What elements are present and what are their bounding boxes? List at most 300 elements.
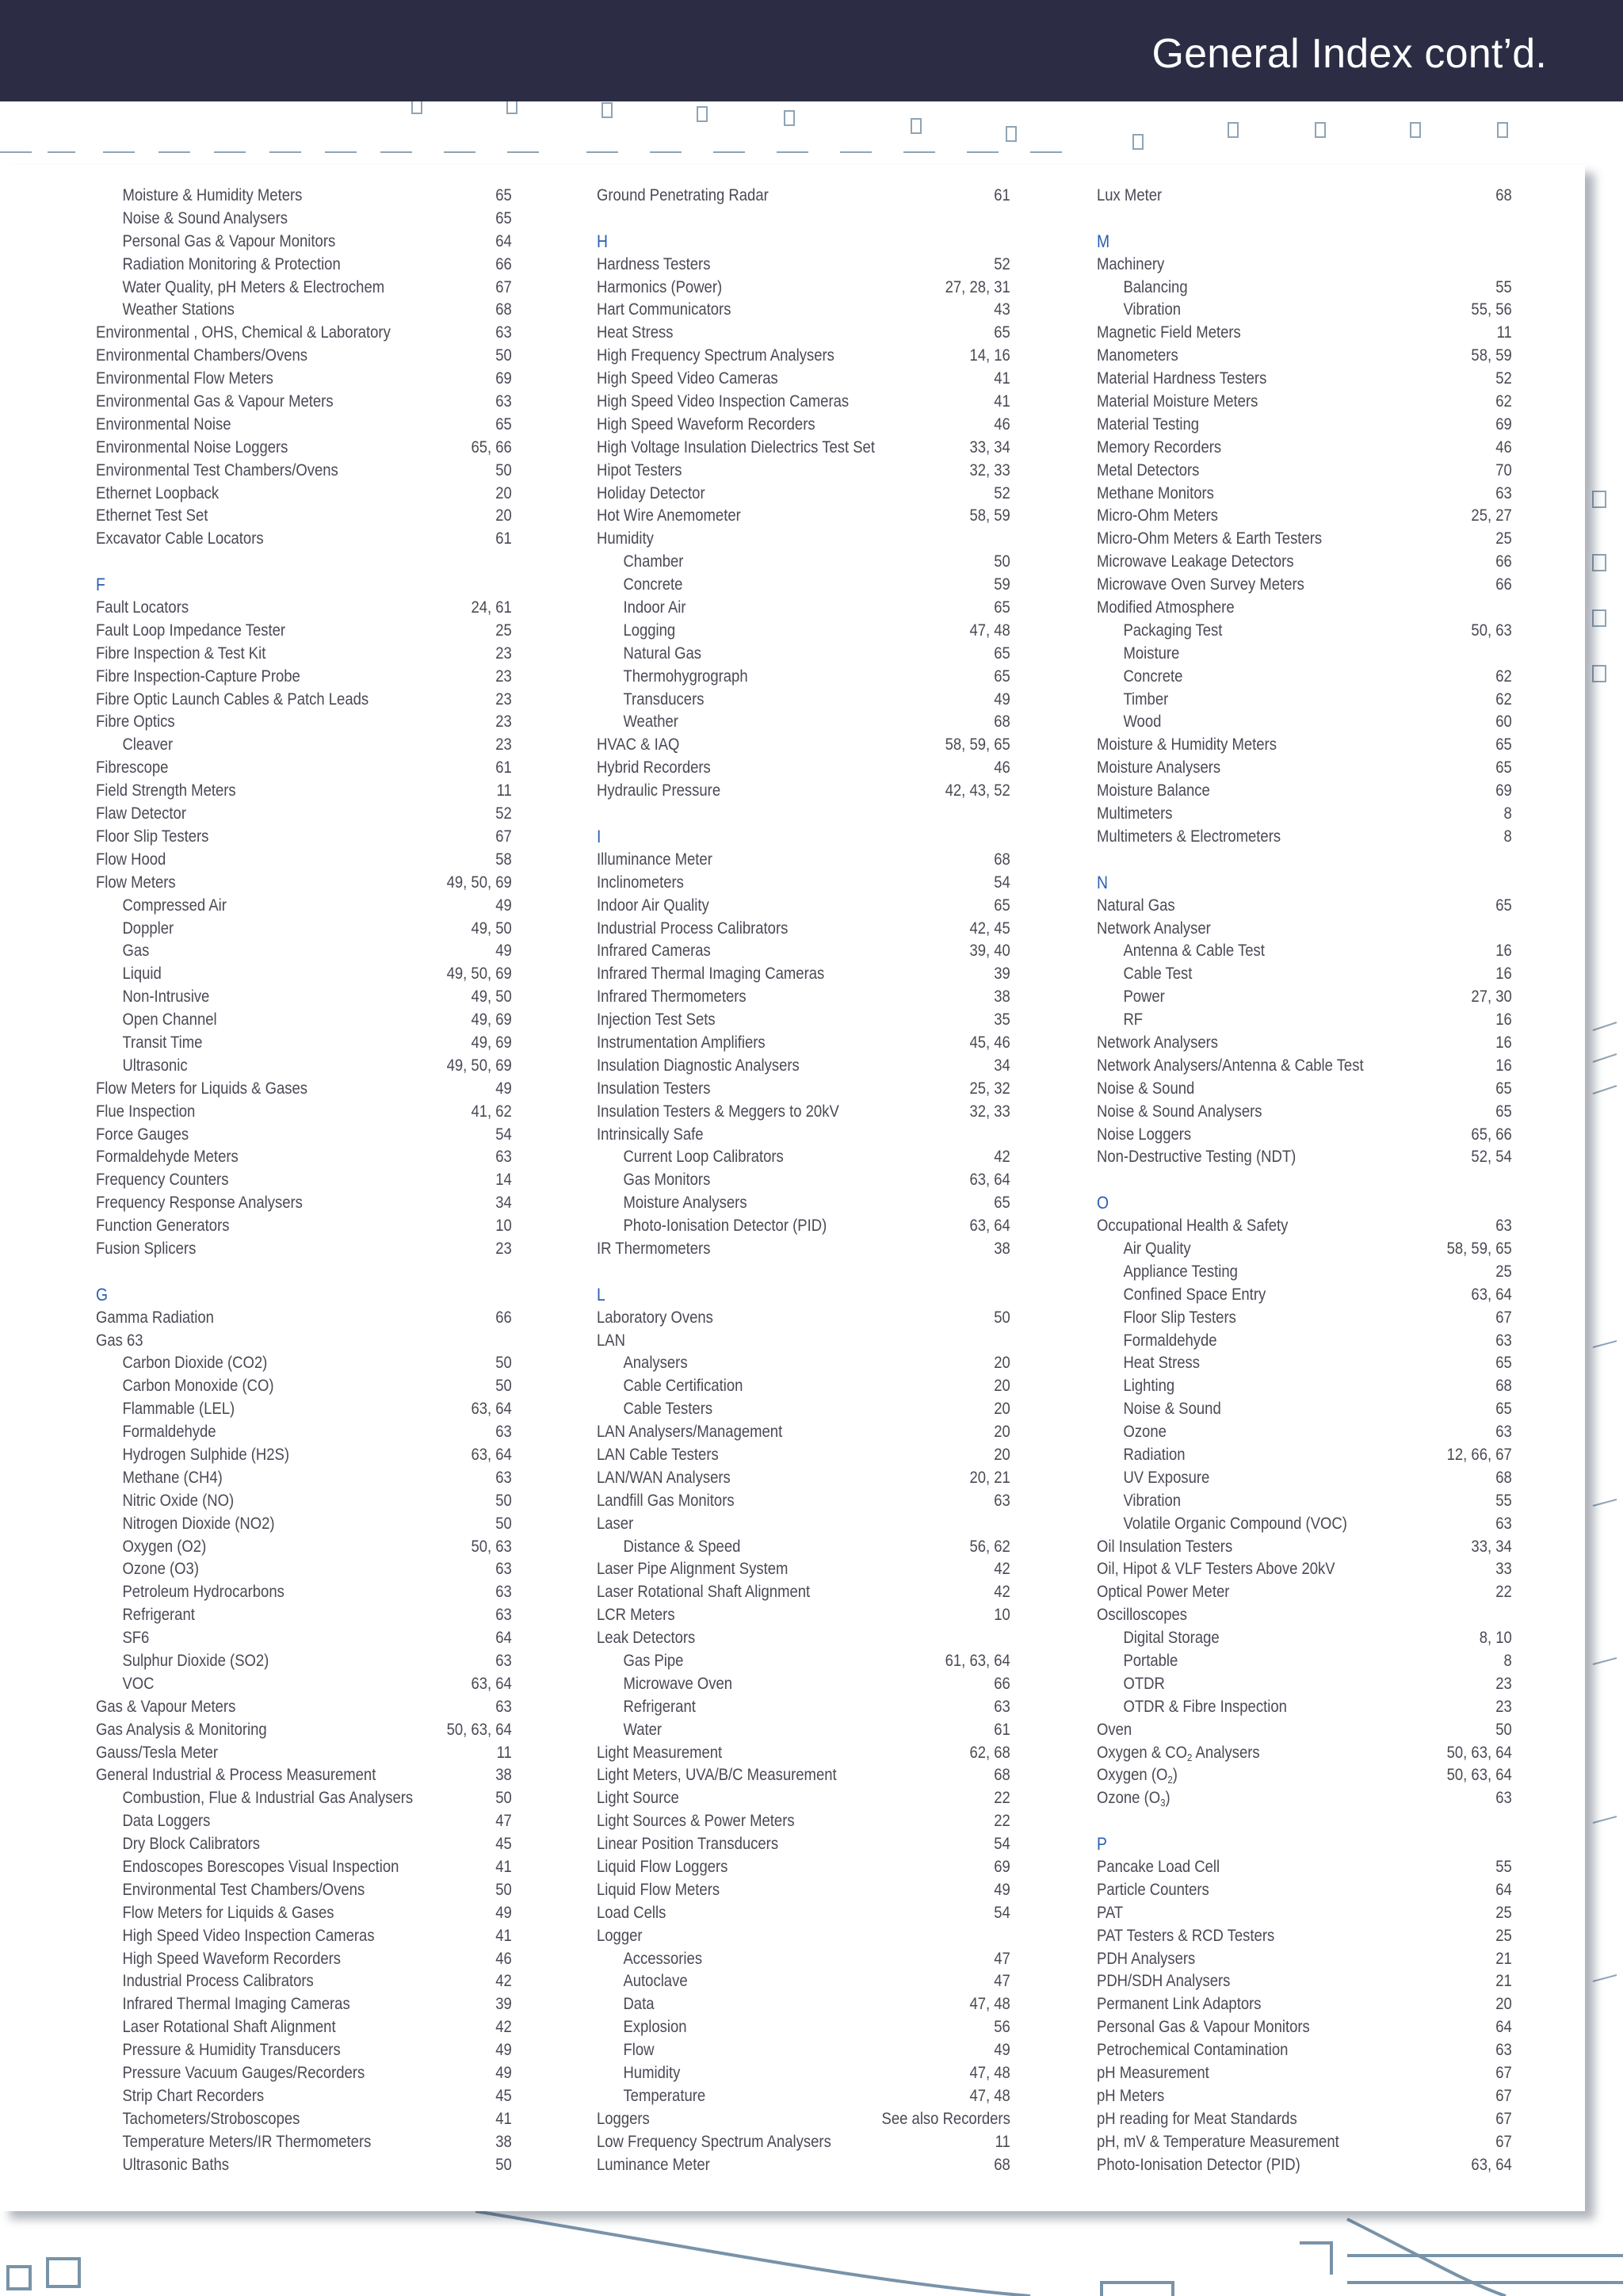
index-term: [597, 1240, 710, 1258]
index-entry: [1097, 597, 1512, 620]
index-term: [1097, 735, 1277, 754]
index-subentry: [597, 711, 1010, 734]
index-term-text: High Speed Waveform Recorders: [597, 415, 815, 434]
page-number: 34: [994, 1056, 1010, 1075]
page-number: 16: [1495, 1010, 1512, 1030]
index-term-text: Flaw Detector: [96, 804, 187, 823]
index-term-text: Function Generators: [96, 1217, 230, 1236]
index-subentry: [1097, 1352, 1512, 1375]
index-entry: [96, 1719, 512, 1742]
index-term: [96, 346, 307, 365]
page-number: 67: [1495, 2109, 1512, 2128]
page-number: 52: [1495, 369, 1512, 388]
index-subentry: [597, 689, 1010, 712]
index-subentry: [597, 1215, 1010, 1238]
page-number: 50, 63, 64: [1446, 1743, 1512, 1762]
page-number: 63, 64: [471, 1400, 512, 1419]
page-number: 63, 64: [471, 1674, 512, 1693]
page-number: 65: [1495, 1079, 1512, 1098]
index-subentry: [597, 1536, 1010, 1559]
index-term-text: LAN Analysers/Management: [597, 1423, 783, 1442]
index-letter-heading: [1097, 1833, 1512, 1856]
index-entry: [96, 414, 512, 437]
index-term-text: Micro-Ohm Meters: [1097, 506, 1218, 525]
index-term-text: Cable Testers: [623, 1400, 713, 1419]
page-number: 41: [495, 1858, 512, 1877]
index-subentry: [96, 1879, 512, 1902]
page-number: 20, 21: [969, 1468, 1010, 1487]
index-subentry: [1097, 940, 1512, 963]
index-subentry: [96, 208, 512, 231]
header-bar: [0, 0, 1623, 101]
index-term: [597, 1858, 727, 1876]
index-entry: [1097, 2039, 1512, 2062]
page-number: 65, 66: [471, 437, 512, 457]
index-term-text: Tachometers/Stroboscopes: [122, 2109, 300, 2128]
index-term-text: Fibrescope: [96, 758, 169, 777]
page-number: 49: [994, 1880, 1010, 1899]
page-number: 47, 48: [969, 1995, 1010, 2014]
page-number: 63: [495, 1652, 512, 1670]
index-subentry: [1097, 1513, 1512, 1536]
index-term-text: Humidity: [597, 529, 654, 548]
index-term: [1097, 827, 1281, 846]
index-term-text: General Industrial & Process Measurement: [96, 1766, 376, 1785]
index-term: [1097, 1515, 1347, 1533]
index-term-text: Oven: [1097, 1720, 1132, 1739]
page-number: 65: [495, 186, 512, 204]
page-number: 56: [994, 2018, 1010, 2037]
index-term: [1097, 1469, 1209, 1487]
page-number: 63: [495, 1560, 512, 1579]
index-term-text: Accessories: [623, 1949, 703, 1968]
index-term-text: Hart Communicators: [597, 300, 731, 319]
index-term: [1097, 2087, 1164, 2105]
index-term: [1097, 1423, 1167, 1441]
index-term: [1097, 1010, 1143, 1029]
index-entry: [597, 1055, 1010, 1078]
index-term: [597, 1285, 605, 1305]
index-entry: [1097, 803, 1512, 826]
index-entry: [597, 2108, 1010, 2131]
index-term-text: Laboratory Ovens: [597, 1308, 713, 1327]
page-number: 50: [495, 1377, 512, 1396]
index-term: [597, 392, 849, 411]
page-number: 63: [1495, 1331, 1512, 1350]
page-number: 64: [1495, 1880, 1512, 1899]
page-number: 65: [1495, 735, 1512, 755]
page-number: 65: [994, 896, 1010, 915]
page-number: 65: [994, 667, 1010, 686]
page-number: 38: [495, 1766, 512, 1785]
page-number: 64: [1495, 2018, 1512, 2037]
index-term: [96, 1056, 188, 1075]
index-term: [96, 942, 149, 960]
index-subentry: [96, 185, 512, 208]
index-entry: [597, 1467, 1010, 1490]
index-term-text: Environmental , OHS, Chemical & Laboratory: [96, 323, 391, 342]
index-term-text: Loggers: [597, 2109, 650, 2128]
index-term: [597, 186, 769, 204]
index-entry: [1097, 391, 1512, 414]
page-number: 65: [994, 598, 1010, 617]
index-entry: [1097, 505, 1512, 528]
page-number: 55, 56: [1471, 300, 1512, 319]
index-subentry: [96, 734, 512, 757]
index-term: [96, 2018, 336, 2036]
index-term: [96, 2156, 229, 2174]
index-term-text: Digital Storage: [1123, 1629, 1220, 1648]
page-number: 69: [495, 369, 512, 388]
index-entry: [96, 1330, 512, 1353]
page-number: 21: [1495, 1972, 1512, 1991]
page-number: 11: [995, 2132, 1010, 2151]
index-term: [96, 1377, 273, 1395]
index-term-text: Material Moisture Meters: [1097, 392, 1258, 411]
page-number: 66: [495, 254, 512, 273]
index-subentry: [597, 1650, 1010, 1673]
index-term: [96, 1812, 210, 1830]
index-term-text: Insulation Diagnostic Analysers: [597, 1056, 800, 1075]
page-number: See also Recorders: [881, 2109, 1010, 2128]
index-term-text: PDH Analysers: [1097, 1949, 1196, 1968]
page-number: 63: [1495, 2041, 1512, 2060]
index-term: [1097, 1286, 1266, 1304]
page-number: 55: [1495, 277, 1512, 296]
index-term-text: Analysers: [623, 1354, 688, 1373]
index-term-text: Pressure Vacuum Gauges/Recorders: [122, 2064, 365, 2083]
index-entry: [1097, 895, 1512, 918]
index-subentry: [1097, 1696, 1512, 1719]
index-term-text: Infrared Cameras: [597, 942, 711, 961]
index-entry: [1097, 1604, 1512, 1627]
index-subentry: [1097, 1009, 1512, 1032]
index-subentry: [1097, 299, 1512, 322]
page-number: 47, 48: [969, 621, 1010, 640]
index-term-text: High Speed Video Inspection Cameras: [122, 1926, 375, 1945]
page-number: 49, 50: [471, 919, 512, 938]
index-entry: [597, 437, 1010, 460]
index-term-text: PAT Testers & RCD Testers: [1097, 1926, 1275, 1945]
index-term-text-tail: ): [1165, 1789, 1170, 1808]
index-subentry: [1097, 711, 1512, 734]
index-term-text: Transit Time: [122, 1033, 203, 1052]
index-entry: [96, 437, 512, 460]
index-subentry: [96, 1558, 512, 1581]
index-term-text: Combustion, Flue & Industrial Gas Analysers: [122, 1789, 414, 1808]
page-number: 41: [495, 1926, 512, 1945]
index-subentry: [1097, 666, 1512, 689]
index-entry: [597, 1124, 1010, 1147]
index-term: [1097, 415, 1199, 434]
index-entry: [597, 2131, 1010, 2154]
page-number: 21: [1495, 1949, 1512, 1968]
index-subentry: [96, 1604, 512, 1627]
index-term: [597, 552, 683, 571]
index-entry: [1097, 368, 1512, 391]
index-term: [597, 1904, 666, 1922]
index-term: [1097, 1377, 1174, 1395]
page-number: 63: [1495, 483, 1512, 502]
page-number: 14: [495, 1171, 512, 1190]
index-term-text: Noise & Sound: [1097, 1079, 1195, 1098]
index-term-text: Harmonics (Power): [597, 277, 723, 296]
index-term: [597, 942, 711, 960]
index-term-text: Temperature Meters/IR Thermometers: [122, 2132, 372, 2151]
index-term-text: Fibre Optic Launch Cables & Patch Leads: [96, 690, 369, 709]
page-number: 63: [495, 1606, 512, 1625]
index-term-text: Water: [623, 1720, 663, 1739]
page-number: 63: [495, 1583, 512, 1602]
index-term: [1097, 667, 1182, 686]
index-term: [1097, 1331, 1217, 1350]
index-term: [597, 1148, 784, 1166]
index-entry: [597, 918, 1010, 941]
page-number: 50: [495, 346, 512, 365]
index-term: [597, 2087, 705, 2105]
index-term-text: Noise Loggers: [1097, 1125, 1192, 1144]
page-number: 66: [495, 1308, 512, 1327]
index-entry: [96, 1696, 512, 1719]
index-term: [597, 1492, 735, 1510]
index-term-text: Flow Meters: [96, 873, 176, 892]
index-term-text: Endoscopes Borescopes Visual Inspection: [122, 1858, 399, 1877]
index-term: [597, 712, 678, 731]
index-term-text: Air Quality: [1123, 1239, 1191, 1258]
index-term-text: Photo-Ionisation Detector (PID): [623, 1217, 827, 1236]
index-term-text: LAN Cable Testers: [597, 1445, 719, 1464]
page-number: 41, 62: [471, 1102, 512, 1121]
index-term-text: Load Cells: [597, 1903, 666, 1922]
index-term-text: Environmental Gas & Vapour Meters: [96, 392, 334, 411]
index-term: [597, 461, 682, 479]
index-term-text: Strip Chart Recorders: [122, 2086, 265, 2105]
index-subentry: [1097, 689, 1512, 712]
page-number: 32, 33: [969, 1102, 1010, 1121]
index-term-text: pH Measurement: [1097, 2064, 1209, 2083]
index-subentry: [96, 940, 512, 963]
index-term-text: Compressed Air: [122, 896, 227, 915]
page-number: 65: [1495, 1400, 1512, 1419]
index-term-text: Formaldehyde: [1123, 1331, 1217, 1350]
index-term-text: Industrial Process Calibrators: [597, 919, 789, 938]
index-term: [96, 1560, 199, 1578]
index-term: [1097, 2018, 1310, 2036]
index-term: [597, 1125, 704, 1144]
index-term-text: Ozone: [1123, 1423, 1167, 1442]
index-term: [1097, 873, 1108, 892]
index-term: [597, 2064, 680, 2082]
page-number: 62: [1495, 690, 1512, 709]
index-term: [1097, 369, 1266, 388]
index-term: [96, 1469, 223, 1487]
index-entry: [597, 1879, 1010, 1902]
page-number: 10: [994, 1606, 1010, 1625]
index-term-text: Environmental Test Chambers/Ovens: [96, 460, 338, 479]
index-term: [1097, 2110, 1297, 2128]
page-number: 42: [994, 1148, 1010, 1167]
index-term-text: Fibre Inspection-Capture Probe: [96, 667, 300, 686]
index-term-text: Liquid Flow Meters: [597, 1880, 720, 1899]
page-number: 62, 68: [969, 1743, 1010, 1762]
index-term-text: Concrete: [623, 575, 683, 594]
index-term: [597, 2110, 650, 2128]
index-subentry: [96, 1970, 512, 1993]
page-number: 8: [1503, 804, 1512, 823]
index-term-text: Natural Gas: [1097, 896, 1175, 915]
index-term: [597, 2041, 654, 2059]
index-term: [1097, 529, 1322, 548]
index-entry: [597, 254, 1010, 277]
index-entry: [96, 872, 512, 895]
index-entry: [597, 1581, 1010, 1604]
index-term-text: Insulation Testers: [597, 1079, 711, 1098]
index-entry: [96, 1742, 512, 1765]
index-term: [96, 1171, 228, 1189]
index-term: [96, 300, 235, 319]
index-term: [1097, 1995, 1262, 2013]
index-term: [597, 1950, 702, 1968]
index-term: [1097, 1400, 1221, 1418]
index-entry: [96, 1078, 512, 1101]
page-number: 33: [1495, 1560, 1512, 1579]
index-subentry: [96, 1650, 512, 1673]
index-term: [96, 1331, 143, 1350]
index-entry: [96, 826, 512, 849]
page-number: 23: [495, 735, 512, 755]
index-term: [597, 369, 778, 388]
index-term: [597, 667, 748, 686]
page-number: 63, 64: [969, 1217, 1010, 1236]
index-term: [1097, 506, 1218, 525]
index-entry: [1097, 1146, 1512, 1169]
index-term-text: Oil Insulation Testers: [1097, 1537, 1233, 1556]
index-term-text: G: [96, 1284, 109, 1305]
index-term: [96, 1446, 289, 1464]
index-entry: [96, 1169, 512, 1192]
page-number: 23: [1495, 1697, 1512, 1716]
page-number: 27, 30: [1471, 988, 1512, 1007]
page-number: 50: [495, 1789, 512, 1808]
index-entry: [597, 1925, 1010, 1948]
index-term: [96, 1995, 350, 2013]
index-term-text: Memory Recorders: [1097, 437, 1222, 457]
page-number: 39: [495, 1995, 512, 2014]
index-entry: [1097, 1558, 1512, 1581]
index-term: [96, 1194, 303, 1212]
page-number: 38: [495, 2132, 512, 2151]
index-term-text: Hybrid Recorders: [597, 758, 711, 777]
index-term: [1097, 1033, 1218, 1052]
page-number: 8: [1503, 827, 1512, 846]
page-number: 58, 59: [969, 506, 1010, 525]
index-term: [597, 300, 731, 319]
index-term-text: Noise & Sound: [1123, 1400, 1221, 1419]
index-term: [96, 965, 162, 983]
index-term: [1097, 461, 1199, 479]
page-number: 16: [1495, 1056, 1512, 1075]
index-term-text: Vibration: [1123, 1491, 1182, 1510]
index-entry: [1097, 1879, 1512, 1902]
index-entry: [597, 757, 1010, 780]
index-subentry: [1097, 620, 1512, 643]
page-number: 49, 69: [471, 1033, 512, 1052]
index-subentry: [597, 643, 1010, 666]
page-number: 49: [495, 896, 512, 915]
index-term-text: SF6: [122, 1629, 150, 1648]
index-term: [96, 712, 175, 731]
index-term-text: Gas Pipe: [623, 1652, 684, 1670]
index-term: [96, 850, 166, 869]
index-term: [597, 1400, 712, 1418]
index-term: [1097, 438, 1221, 457]
index-term-text: High Speed Waveform Recorders: [122, 1949, 342, 1968]
index-term-text: Methane (CH4): [122, 1468, 223, 1487]
index-term: [597, 781, 720, 800]
index-entry: [96, 780, 512, 803]
index-term-text: Antenna & Cable Test: [1123, 942, 1265, 961]
index-entry: [1097, 185, 1512, 208]
page-number: 50: [495, 2155, 512, 2174]
index-term: [1097, 1858, 1220, 1876]
index-term-text: Weather: [623, 712, 678, 732]
page-number: 67: [495, 277, 512, 296]
index-term-text: Data Loggers: [122, 1812, 211, 1831]
page-number: 64: [495, 1629, 512, 1648]
index-column-3: [1097, 185, 1512, 2176]
index-term: [597, 438, 875, 457]
index-entry: [597, 1833, 1010, 1856]
index-term: [597, 231, 608, 251]
index-entry: [1097, 826, 1512, 849]
index-term-text: Indoor Air: [623, 598, 686, 617]
page-number: 58, 59, 65: [945, 735, 1010, 755]
index-term: [96, 575, 105, 594]
index-term: [597, 1354, 688, 1372]
page-number: 16: [1495, 1033, 1512, 1052]
page-number: 55: [1495, 1491, 1512, 1510]
page-number: 12, 66, 67: [1446, 1445, 1512, 1464]
index-term: [597, 1972, 688, 1990]
page-number: 68: [994, 1766, 1010, 1785]
index-term-text: Intrinsically Safe: [597, 1125, 704, 1144]
index-term-text: O: [1097, 1193, 1109, 1213]
index-entry: [96, 711, 512, 734]
index-term: [1097, 1834, 1107, 1854]
index-entry: [597, 345, 1010, 368]
index-term-text: Formaldehyde: [122, 1423, 216, 1442]
page-number: 33, 34: [969, 437, 1010, 457]
index-subentry: [96, 1856, 512, 1879]
index-term-text: High Speed Video Inspection Cameras: [597, 392, 850, 411]
index-term: [96, 1240, 196, 1258]
index-term-text: Natural Gas: [623, 644, 702, 663]
index-term: [1097, 1698, 1287, 1716]
index-term: [96, 209, 288, 227]
index-spacer: [1097, 208, 1512, 231]
index-subentry: [597, 1673, 1010, 1696]
index-term: [597, 1766, 837, 1784]
index-term: [597, 1629, 695, 1647]
page-number: 14, 16: [969, 346, 1010, 365]
index-entry: [1097, 757, 1512, 780]
index-entry: [597, 1604, 1010, 1627]
index-subentry: [597, 1398, 1010, 1421]
index-term: [597, 2156, 710, 2174]
index-term: [597, 1446, 719, 1464]
index-term-text: Dry Block Calibrators: [122, 1835, 260, 1854]
index-subentry: [597, 1948, 1010, 1971]
